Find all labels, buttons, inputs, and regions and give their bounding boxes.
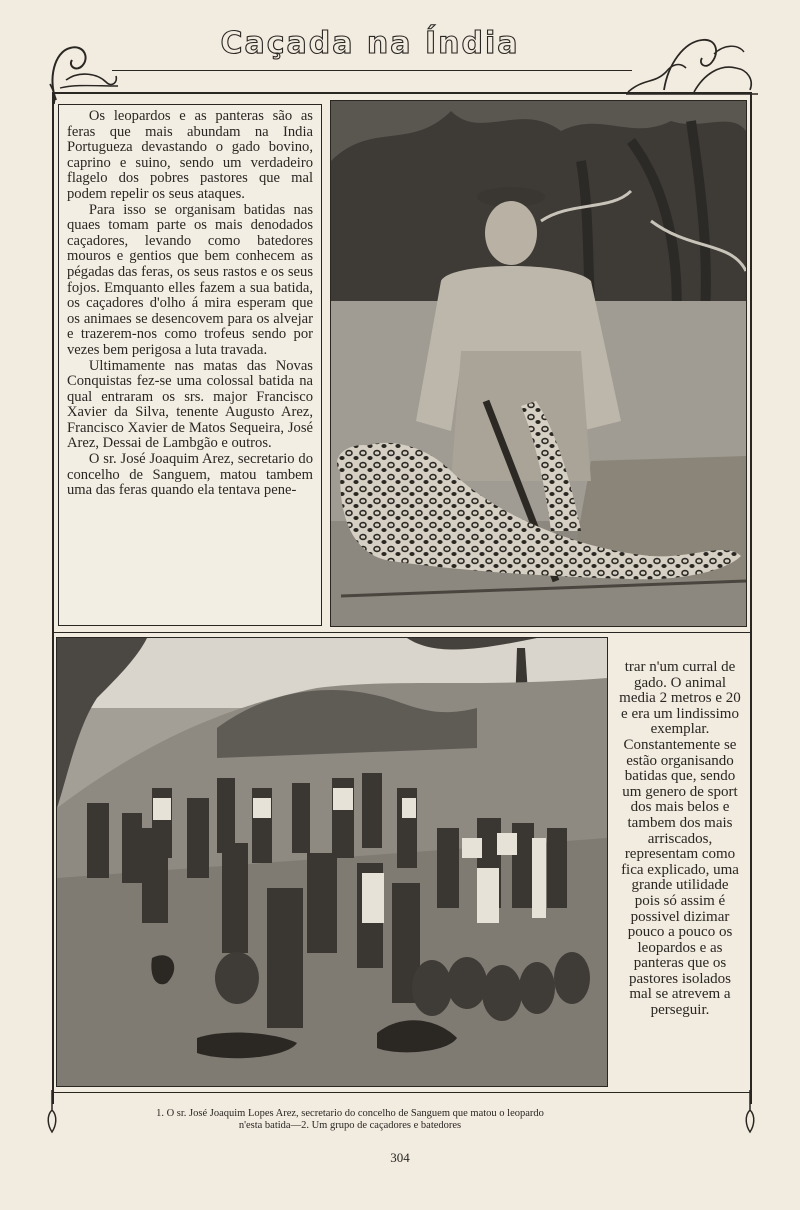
article-paragraph: Os leopardos e as panteras são as feras que mais abundam na India Portugueza devastando o gado bovino, caprino e suino, sendo um verdadeiro flagelo dos pobres pastores que mal podem repelir os seus ataques. [67,108,313,202]
caption-line-1: 1. O sr. José Joaquim Lopes Arez, secretario do concelho de Sanguem que matou o leopardo [156,1108,544,1119]
left-scroll-ornament [46,40,122,110]
caption-line-2: n'esta batida—2. Um grupo de caçadores e batedores [238,1120,462,1131]
page-title: Caçada na Índia [220,26,520,61]
article-paragraph: Para isso se organisam batidas nas quaes tomam parte os mais denodados caçadores, levando como batedores mouros e gentios que bem conhecem as pégadas das feras, os seus rastos e os seus fojos. Emquanto elles fazem a sua batida, os caçadores d'olho á mira esperam que os animaes se desencovem para os alvejar e trazerem-nos como trofeus sendo por vezes bem perigosa a luta travada. [67,201,313,358]
title-underline [112,70,632,71]
frame-right-rule [750,92,752,1104]
page-number: 304 [390,1150,410,1165]
frame-middle-rule [52,632,752,633]
article-continuation-column [615,660,745,1130]
group-of-hunters-photo [56,637,608,1087]
photo-caption [70,1108,630,1132]
frame-left-rule [52,92,54,1104]
article-paragraph: O sr. José Joaquim Arez, secretario do concelho de Sanguem, matou tambem uma das feras quando ela tentava pene- [67,451,313,499]
article-paragraph: Ultimamente nas matas das Novas Conquistas fez-se uma colossal batida na qual entraram os srs. major Francisco Xavier da Silva, tenente Augusto Arez, Francisco Xavier de Matos Sequeira, José Arez, Dessai de Lambgão e outros. [67,357,313,452]
article-text-column [58,104,322,626]
bottom-left-finial [44,1090,60,1134]
frame-top-rule [52,92,752,94]
hunter-with-leopard-photo [330,100,747,627]
article-continuation-text: trar n'um curral de gado. O animal media 2 metros e 20 e era um lindissimo exemplar. Constantemente se estão organisando batidas que, sendo um genero de sport dos mais belos e tambem dos mais arriscados, representam como fica explicado, uma grande utilidade pois só assim é possivel dizimar pouco a pouco os leopardos e as panteras que os pastores isolados mal se atrevem a perseguir. [619,660,741,1019]
right-foliage-ornament [624,34,760,98]
